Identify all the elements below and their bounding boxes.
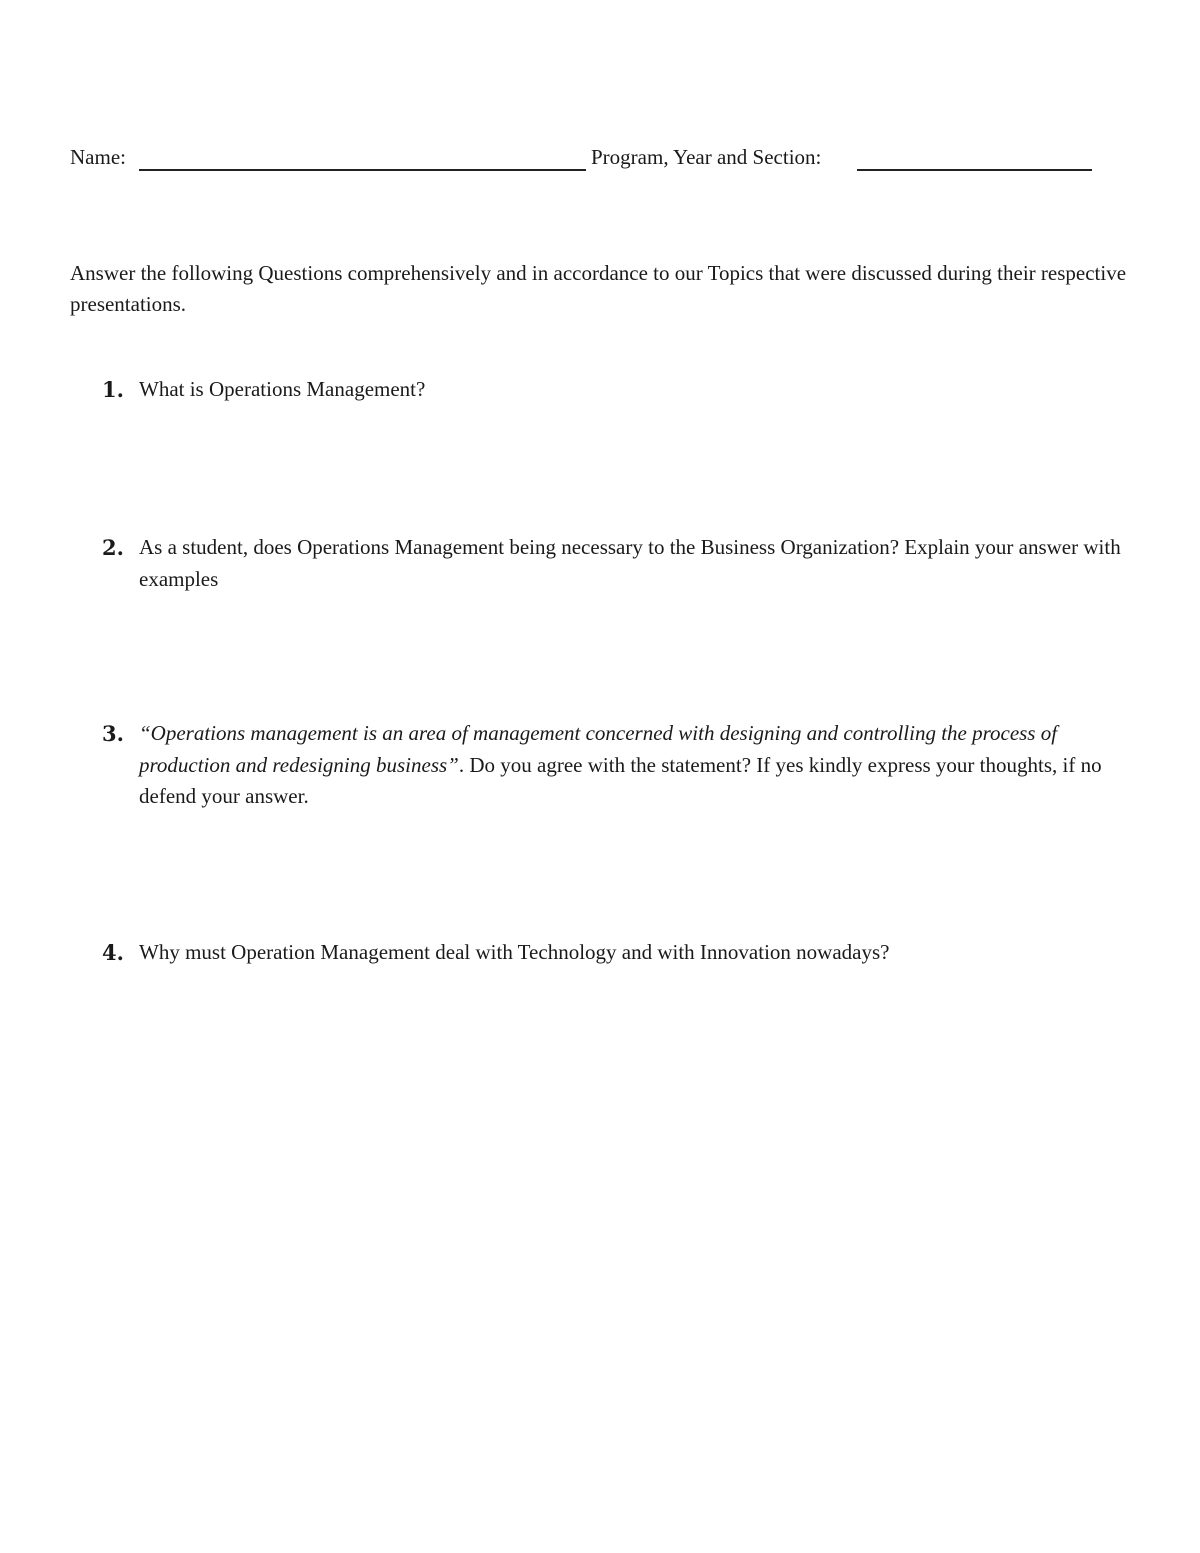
name-label: Name: bbox=[70, 145, 126, 169]
question-text: What is Operations Management? bbox=[139, 377, 426, 401]
question-number: 3. bbox=[102, 721, 124, 746]
instructions: Answer the following Questions comprehensively and in accordance to our Topics that were discussed during their respective presentations. bbox=[70, 261, 1127, 316]
question-text: As a student, does Operations Management being necessary to the Business Organization? Explain your answer with examples bbox=[139, 535, 1121, 591]
question-number: 2. bbox=[102, 535, 124, 560]
question-number: 1. bbox=[102, 377, 124, 402]
question-2 bbox=[70, 532, 1140, 595]
program-label: Program, Year and Section: bbox=[591, 145, 822, 169]
name-field[interactable] bbox=[139, 169, 586, 171]
question-text: . Do you agree with the statement? If yes kindly express your thoughts, if no defend your answer. bbox=[139, 752, 1102, 808]
program-field[interactable] bbox=[857, 169, 1092, 171]
question-text-block bbox=[139, 718, 1140, 813]
question-quote: “Operations management is an area of management concerned with designing and controlling the process of production and redesigning business” bbox=[139, 721, 1058, 777]
question-text: Why must Operation Management deal with Technology and with Innovation nowadays? bbox=[139, 940, 890, 964]
question-1 bbox=[70, 374, 1140, 406]
header-fields bbox=[70, 143, 1100, 173]
question-3 bbox=[70, 718, 1140, 813]
question-4 bbox=[70, 937, 1140, 969]
question-number: 4. bbox=[102, 940, 124, 965]
